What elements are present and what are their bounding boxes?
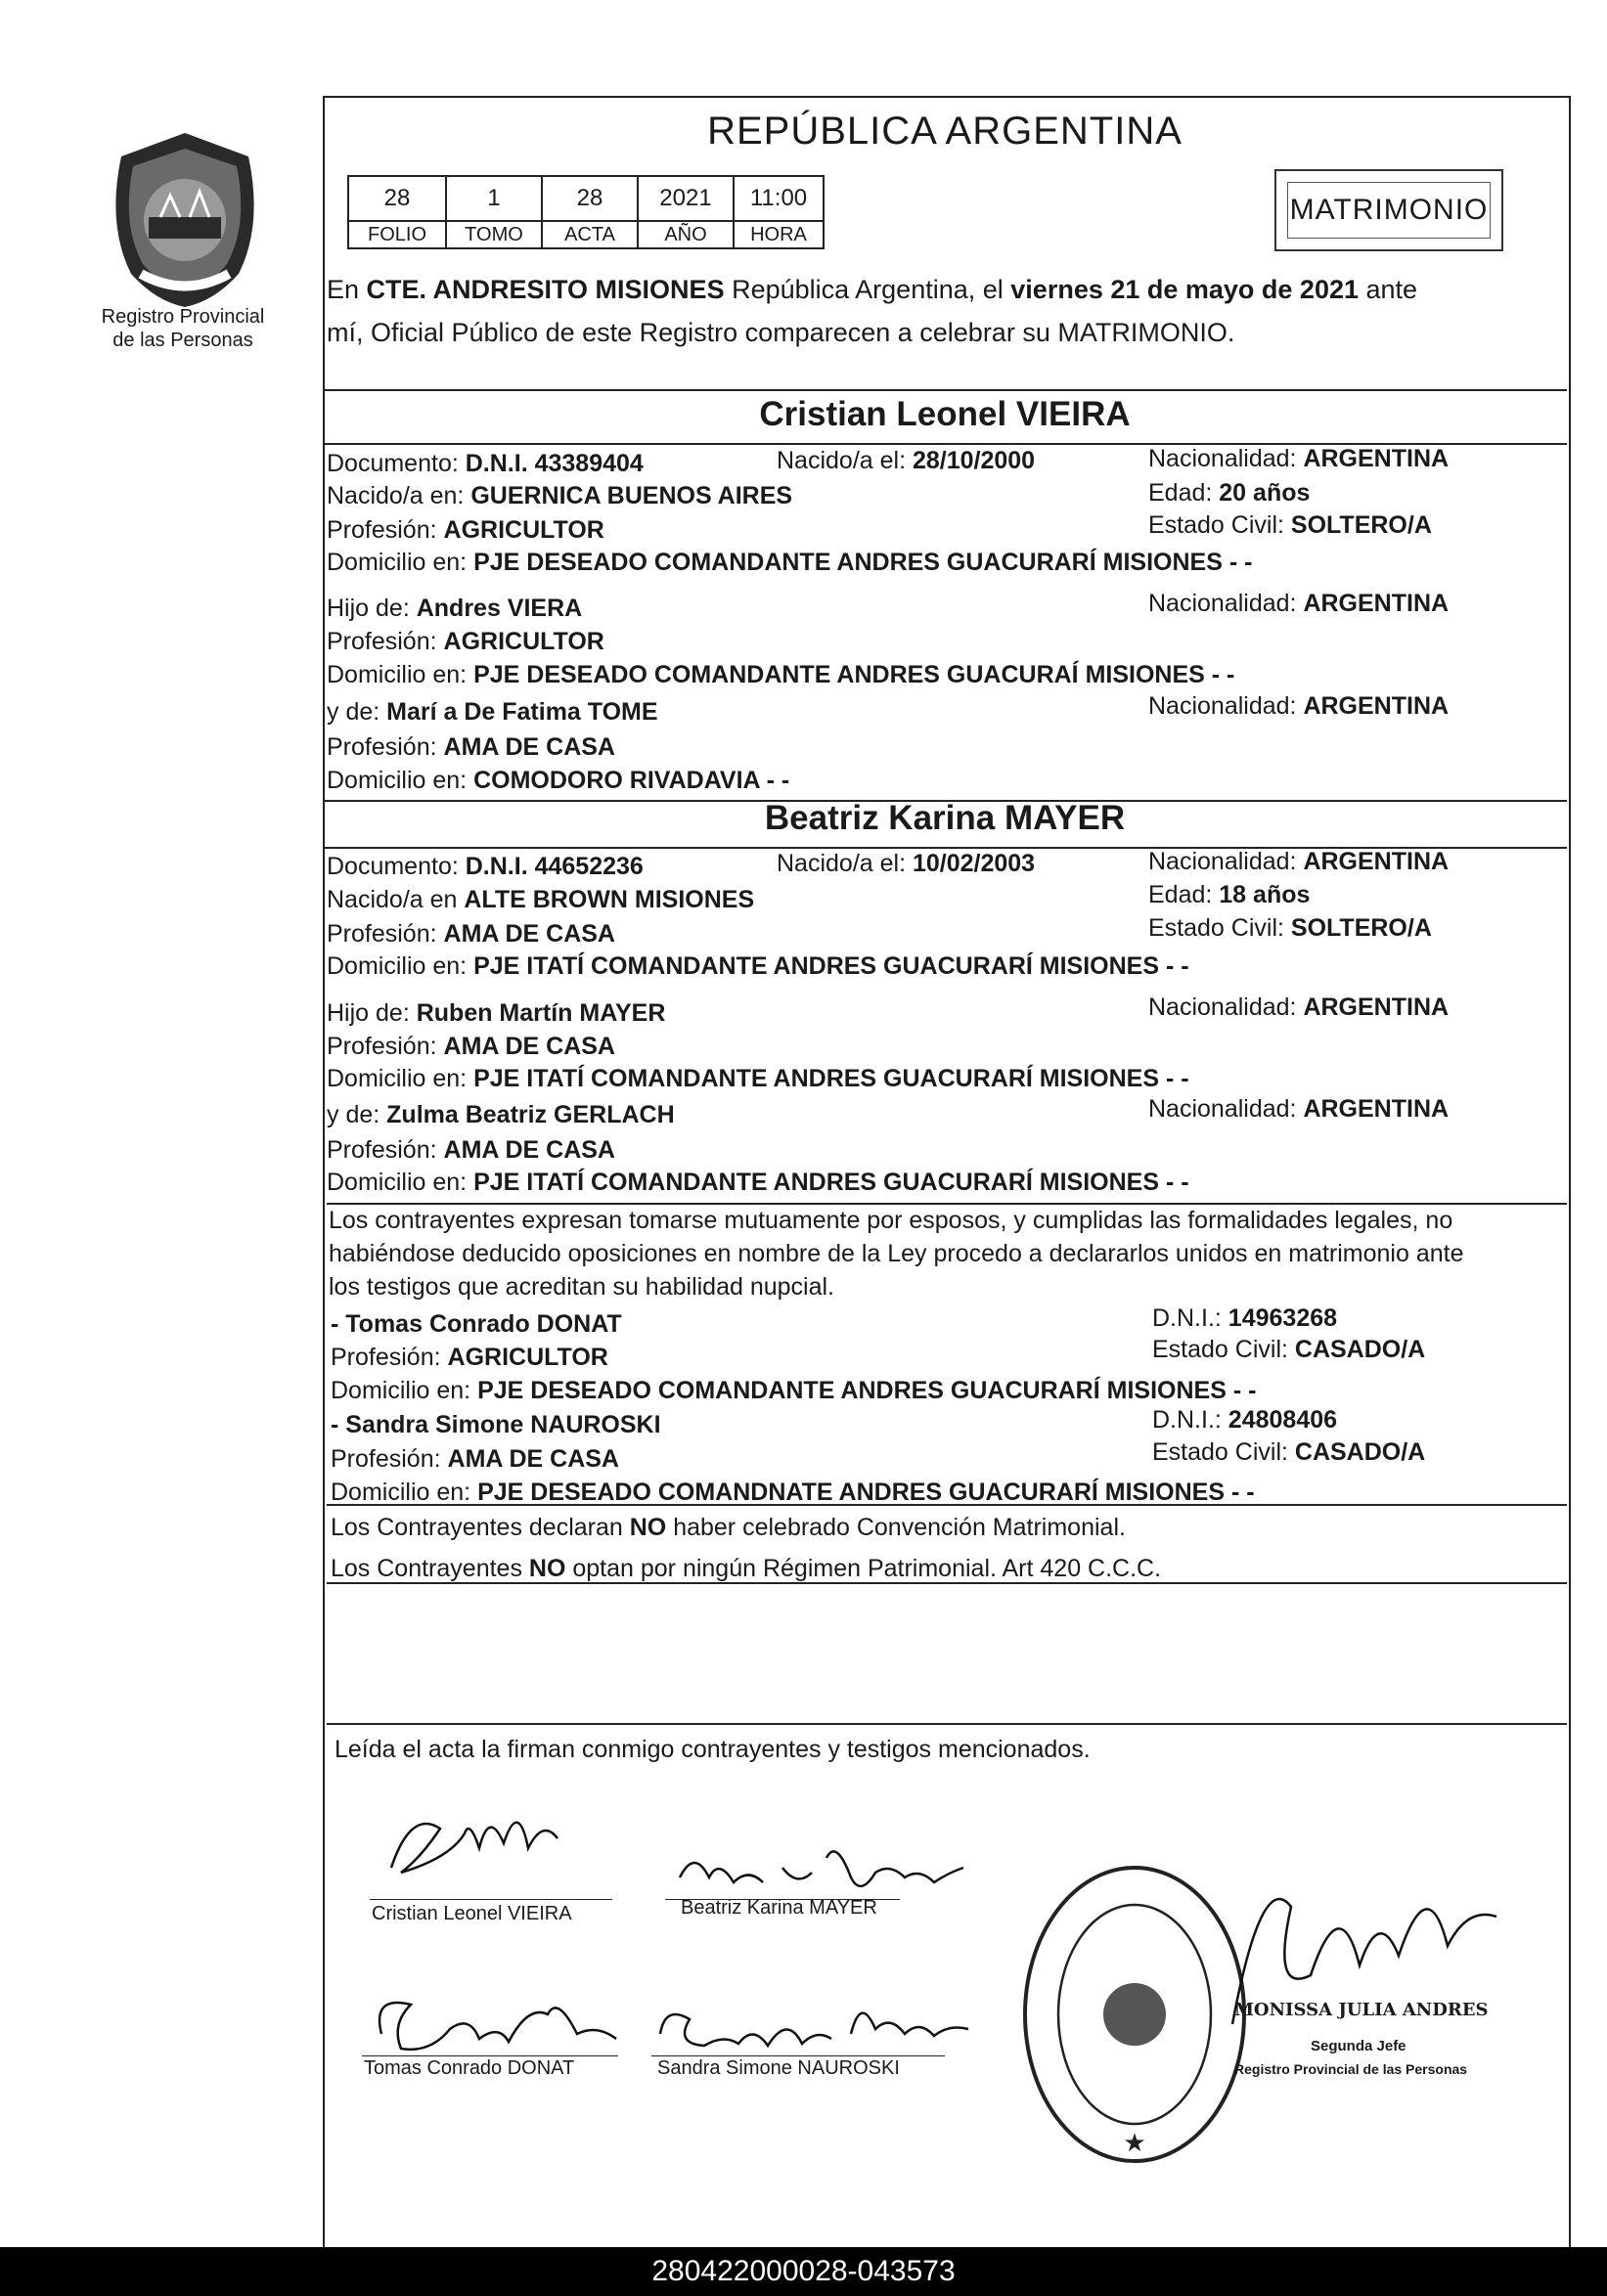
bride-mother-profession: Profesión: AMA DE CASA bbox=[327, 1136, 615, 1164]
regime-patrimonial: Los Contrayentes NO optan por ningún Régimen Patrimonial. Art 420 C.C.C. bbox=[331, 1555, 1162, 1582]
witness2-address: Domicilio en: PJE DESEADO COMANDNATE ANDRES GUACURARÍ MISIONES - - bbox=[331, 1479, 1255, 1506]
signature-line bbox=[651, 2055, 945, 2056]
bride-address: Domicilio en: PJE ITATÍ COMANDANTE ANDRES GUACURARÍ MISIONES - - bbox=[327, 952, 1189, 980]
divider bbox=[327, 1723, 1567, 1725]
bride-civil-status: Estado Civil: SOLTERO/A bbox=[1148, 914, 1432, 942]
province-logo bbox=[102, 127, 268, 311]
bride-mother: y de: Zulma Beatriz GERLACH bbox=[327, 1101, 675, 1128]
groom-father-address: Domicilio en: PJE DESEADO COMANDANTE ANDRES GUACURAÍ MISIONES - - bbox=[327, 661, 1235, 688]
groom-name: Cristian Leonel VIEIRA bbox=[759, 395, 1131, 433]
document-code: 280422000028-043573 bbox=[0, 2247, 1607, 2296]
divider bbox=[323, 389, 1567, 391]
witness1-dni: D.N.I.: 14963268 bbox=[1152, 1304, 1338, 1332]
registry-caption: Registro Provincial de las Personas bbox=[101, 306, 265, 351]
intro-paragraph: En CTE. ANDRESITO MISIONES República Argentina, el viernes 21 de mayo de 2021 ante mí, Oficial Público de este Registro comparecen a celebrar su MATRIMONIO. bbox=[327, 275, 1418, 347]
hour-label: HORA bbox=[734, 221, 824, 248]
bride-profession: Profesión: AMA DE CASA bbox=[327, 920, 615, 948]
folio-label: FOLIO bbox=[348, 221, 446, 248]
groom-profession: Profesión: AGRICULTOR bbox=[327, 516, 604, 544]
act-type-box bbox=[1274, 169, 1503, 251]
bride-name: Beatriz Karina MAYER bbox=[764, 799, 1126, 837]
groom-mother-address: Domicilio en: COMODORO RIVADAVIA - - bbox=[327, 767, 790, 794]
witness2-name: - Sandra Simone NAUROSKI bbox=[331, 1411, 661, 1438]
groom-address: Domicilio en: PJE DESEADO COMANDANTE ANDRES GUACURARÍ MISIONES - - bbox=[327, 549, 1253, 576]
acta-label: ACTA bbox=[542, 221, 638, 248]
witness2-signature bbox=[646, 1975, 998, 2063]
groom-mother-profession: Profesión: AMA DE CASA bbox=[327, 733, 615, 761]
groom-birth-date: Nacido/a el: 28/10/2000 bbox=[777, 447, 1036, 474]
signature-line bbox=[362, 2055, 618, 2056]
divider bbox=[327, 1504, 1567, 1506]
bride-age: Edad: 18 años bbox=[1148, 881, 1311, 908]
page-title: REPÚBLICA ARGENTINA bbox=[707, 110, 1183, 153]
groom-father: Hijo de: Andres VIERA bbox=[327, 595, 583, 622]
witness2-profession: Profesión: AMA DE CASA bbox=[331, 1445, 619, 1473]
groom-nationality: Nacionalidad: ARGENTINA bbox=[1148, 445, 1450, 472]
groom-signature-name: Cristian Leonel VIEIRA bbox=[372, 1903, 572, 1924]
witness1-signature-name: Tomas Conrado DONAT bbox=[364, 2057, 575, 2079]
witness1-address: Domicilio en: PJE DESEADO COMANDANTE ANDRES GUACURARÍ MISIONES - - bbox=[331, 1377, 1257, 1404]
bride-father-address: Domicilio en: PJE ITATÍ COMANDANTE ANDRES GUACURARÍ MISIONES - - bbox=[327, 1065, 1189, 1092]
official-role: Segunda Jefe bbox=[1311, 2038, 1406, 2054]
groom-mother: y de: Marí a De Fatima TOME bbox=[327, 698, 658, 726]
official-signature bbox=[1203, 1848, 1545, 2063]
official-name: MONISSA JULIA ANDRES bbox=[1234, 2000, 1489, 2020]
bride-mother-address: Domicilio en: PJE ITATÍ COMANDANTE ANDRES GUACURARÍ MISIONES - - bbox=[327, 1169, 1189, 1196]
act-type-label: MATRIMONIO bbox=[1287, 182, 1491, 239]
bride-signature-name: Beatriz Karina MAYER bbox=[681, 1897, 877, 1919]
groom-father-profession: Profesión: AGRICULTOR bbox=[327, 628, 604, 655]
bride-father-nationality: Nacionalidad: ARGENTINA bbox=[1148, 993, 1450, 1021]
bride-document: Documento: D.N.I. 44652236 bbox=[327, 853, 644, 880]
groom-age: Edad: 20 años bbox=[1148, 479, 1311, 507]
witness2-dni: D.N.I.: 24808406 bbox=[1152, 1406, 1338, 1434]
hour-value: 11:00 bbox=[734, 176, 824, 221]
year-value: 2021 bbox=[638, 176, 734, 221]
groom-mother-nationality: Nacionalidad: ARGENTINA bbox=[1148, 692, 1450, 720]
witness1-signature bbox=[362, 1975, 636, 2063]
groom-signature bbox=[372, 1789, 587, 1897]
groom-birth-place: Nacido/a en: GUERNICA BUENOS AIRES bbox=[327, 482, 793, 509]
signature-line bbox=[370, 1899, 612, 1900]
folio-value: 28 bbox=[348, 176, 446, 221]
bride-nationality: Nacionalidad: ARGENTINA bbox=[1148, 848, 1450, 875]
witness1-name: - Tomas Conrado DONAT bbox=[331, 1310, 622, 1338]
tomo-label: TOMO bbox=[446, 221, 542, 248]
bride-birth-place: Nacido/a en ALTE BROWN MISIONES bbox=[327, 886, 755, 913]
official-org: Registro Provincial de las Personas bbox=[1234, 2061, 1468, 2077]
witness1-profession: Profesión: AGRICULTOR bbox=[331, 1344, 608, 1371]
bride-mother-nationality: Nacionalidad: ARGENTINA bbox=[1148, 1095, 1450, 1123]
bride-birth-date: Nacido/a el: 10/02/2003 bbox=[777, 850, 1036, 877]
svg-text:★: ★ bbox=[1123, 2128, 1146, 2157]
groom-civil-status: Estado Civil: SOLTERO/A bbox=[1148, 511, 1432, 539]
divider bbox=[327, 1582, 1567, 1584]
witness2-civil-status: Estado Civil: CASADO/A bbox=[1152, 1438, 1426, 1466]
bride-father-profession: Profesión: AMA DE CASA bbox=[327, 1033, 615, 1060]
declaration-paragraph: Los contrayentes expresan tomarse mutuamente por esposos, y cumplidas las formalidades legales, no habiéndose deducido oposiciones en nombre de la Ley procedo a declararlos unidos en matrimonio ante los testigos que acreditan su habilidad nupcial. bbox=[329, 1207, 1464, 1301]
tomo-value: 1 bbox=[446, 176, 542, 221]
closing-statement: Leída el acta la firman conmigo contrayentes y testigos mencionados. bbox=[335, 1736, 1091, 1763]
groom-document: Documento: D.N.I. 43389404 bbox=[327, 450, 644, 477]
acta-value: 28 bbox=[542, 176, 638, 221]
year-label: AÑO bbox=[638, 221, 734, 248]
groom-father-nationality: Nacionalidad: ARGENTINA bbox=[1148, 590, 1450, 617]
record-table bbox=[347, 175, 825, 249]
witness1-civil-status: Estado Civil: CASADO/A bbox=[1152, 1336, 1426, 1363]
witness2-signature-name: Sandra Simone NAUROSKI bbox=[657, 2057, 900, 2079]
regime-convention: Los Contrayentes declaran NO haber celebrado Convención Matrimonial. bbox=[331, 1514, 1126, 1541]
bride-father: Hijo de: Ruben Martín MAYER bbox=[327, 999, 666, 1027]
